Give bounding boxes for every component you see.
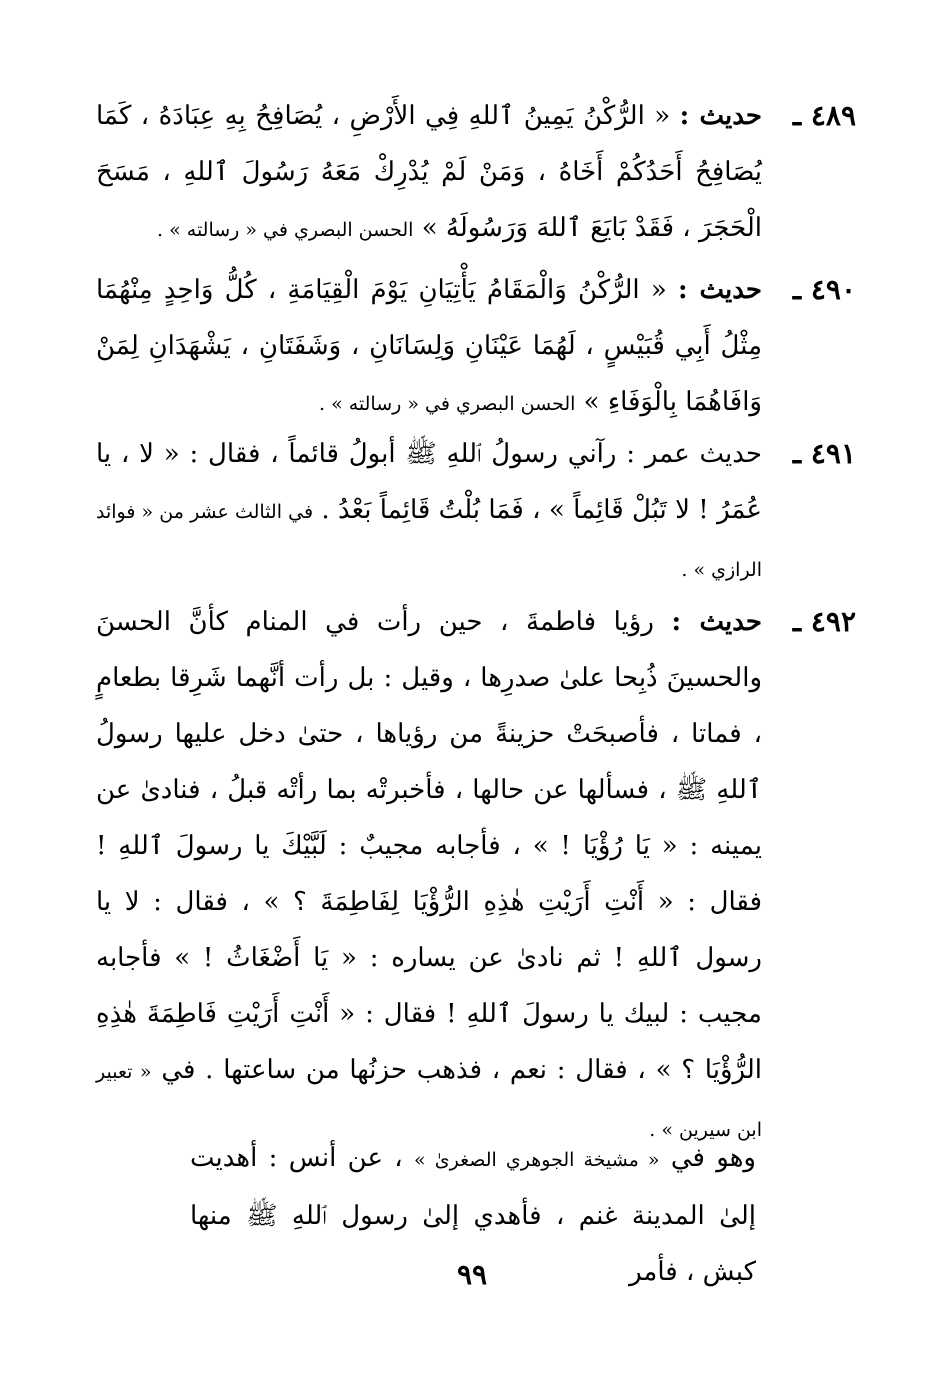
continuation-text-before: وهو في <box>659 1143 756 1173</box>
entry-text <box>96 594 762 1158</box>
entry-source: في الثالث عشر من « فوائد الرازي » . <box>96 501 762 581</box>
entry-number: ٤٩١ ـ <box>792 437 856 470</box>
entry-text <box>96 262 762 432</box>
entry-number: ٤٩٢ ـ <box>792 605 856 638</box>
continuation-source: « مشيخة الجوهري الصغرىٰ » <box>414 1149 660 1171</box>
entry-body: « الرُّكْنُ وَالْمَقَامُ يَأْتِيَانِ يَوْمَ الْقِيَامَةِ ، كُلُّ وَاحِدٍ مِنْهُمَا مِثْلُ أَبِي قُبَيْسٍ ، لَهُمَا عَيْنَانِ وَلِسَانَانِ ، وَشَفَتَانِ ، يَشْهَدَانِ لِمَنْ وَافَاهُمَا بِالْوَفَاءِ » <box>96 275 762 417</box>
page-number: ٩٩ <box>456 1258 488 1291</box>
entry-label: حديث : <box>671 607 762 637</box>
entry-label: حديث : <box>677 275 762 305</box>
entry-source: « تعبير ابن سيرين » . <box>96 1061 762 1141</box>
entry-source: الحسن البصري في « رسالته » . <box>318 393 576 415</box>
entry-label: حديث : <box>679 101 762 131</box>
entry-body: « الرُّكْنُ يَمِينُ ٱللهِ فِي الأَرْضِ ، يُصَافِحُ بِهِ عِبَادَهُ ، كَمَا يُصَافِحُ أَحَدُكُمْ أَخَاهُ ، وَمَنْ لَمْ يُدْرِكْ مَعَهُ رَسُولَ ٱللهِ ، مَسَحَ الْحَجَرَ ، فَقَدْ بَايَعَ ٱللهَ وَرَسُولَهُ » <box>96 101 762 243</box>
entry-source: الحسن البصري في « رسالته » . <box>157 219 414 241</box>
hadith-entry-490 <box>96 262 856 432</box>
entry-number: ٤٩٠ ـ <box>792 273 856 306</box>
continuation-text-after: ، عن أنس : أهديت إلىٰ المدينة غنم ، فأهدي إلىٰ رسول ٱللهِ ﷺ منها كبش ، فأمر <box>190 1143 756 1287</box>
entry-text <box>96 88 762 258</box>
entry-number: ٤٨٩ ـ <box>792 99 856 132</box>
entry-body: حديث عمر : رآني رسولُ ٱللهِ ﷺ أبولُ قائماً ، فقال : « لا ، يا عُمَرُ ! لا تَبُلْ قَائِماً » ، فَمَا بُلْتُ قَائِماً بَعْدُ . <box>96 439 762 525</box>
hadith-entry-489 <box>96 88 856 258</box>
hadith-entry-492 <box>96 594 856 1158</box>
entry-text <box>96 426 762 598</box>
hadith-entry-491 <box>96 426 856 598</box>
entry-body: رؤيا فاطمةَ ، حين رأت في المنام كأنَّ الحسنَ والحسينَ ذُبِحا علىٰ صدرِها ، وقيل : بل رأت أنَّهما شَرِقا بطعامٍ ، فماتا ، فأصبحَتْ حزينةً من رؤياها ، حتىٰ دخل عليها رسولُ ٱللهِ ﷺ ، فسألها عن حالها ، فأخبرتْه بما رأتْه قبلُ ، فنادىٰ عن يمينه : « يَا رُؤْيَا ! » ، فأجابه مجيبٌ : لَبَّيْكَ يا رسولَ ٱللهِ ! فقال : « أَنْتِ أَرَيْتِ هٰذِهِ الرُّؤْيَا لِفَاطِمَةَ ؟ » ، فقال : لا يا رسول ٱللهِ ! ثم نادىٰ عن يساره : « يَا أَضْغَاثُ ! » فأجابه مجيب : لبيك يا رسولَ ٱللهِ ! فقال : « أَنْتِ أَرَيْتِ فَاطِمَةَ هٰذِهِ الرُّؤْيَا ؟ » ، فقال : نعم ، فذهب حزنُها من ساعتها . في <box>96 607 762 1085</box>
